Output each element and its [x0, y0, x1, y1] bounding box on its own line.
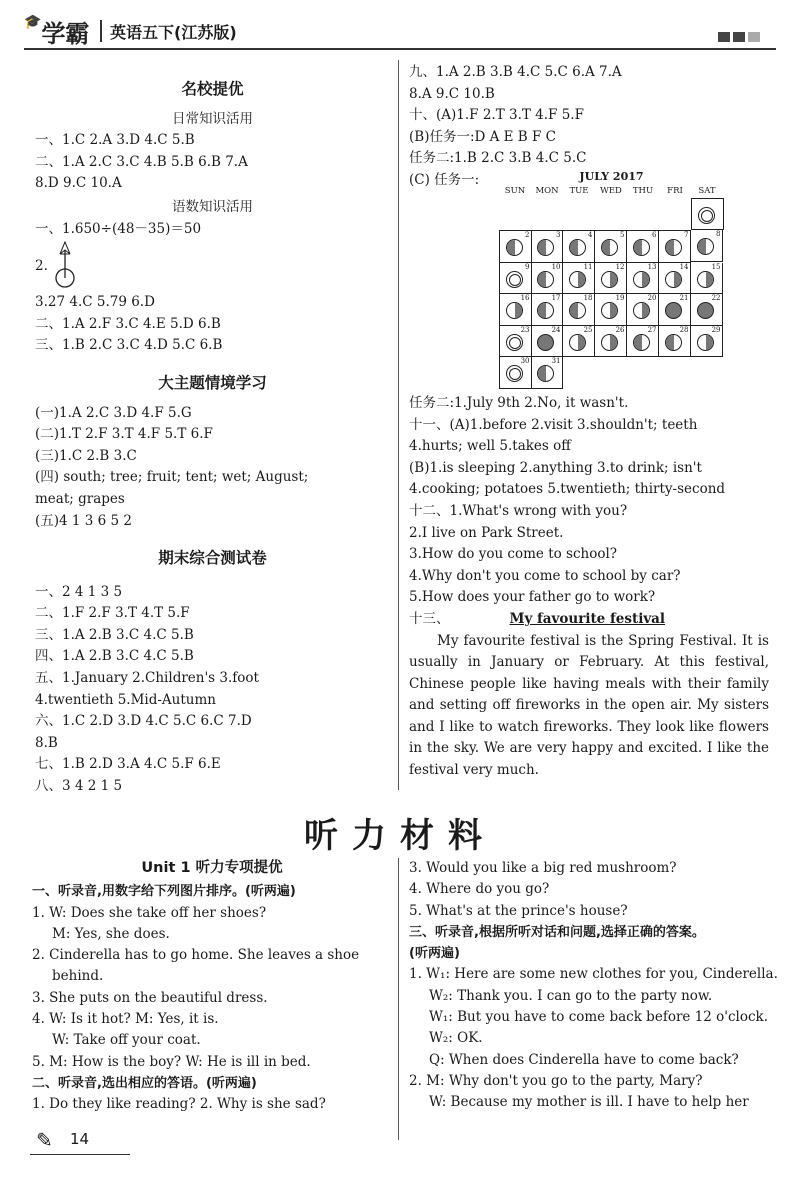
date-number: 18	[583, 294, 593, 303]
answer-line: 三、1.A 2.B 3.C 4.C 5.B	[35, 626, 194, 643]
weekday-label: THU	[632, 185, 654, 196]
moon-phase-icon	[697, 238, 714, 255]
header-separator	[100, 20, 102, 42]
page-header	[0, 0, 800, 52]
script-line: M: Yes, she does.	[52, 925, 170, 942]
script-line: W₂: OK.	[429, 1030, 483, 1047]
calendar-day	[627, 230, 659, 263]
answer-line: (五)4 1 3 6 5 2	[35, 512, 133, 529]
date-number: 12	[615, 262, 625, 271]
moon-phase-icon	[665, 302, 682, 319]
moon-phase-icon	[633, 271, 650, 288]
moon-phase-icon	[506, 302, 523, 319]
script-line: 3. Would you like a big red mushroom?	[409, 860, 677, 876]
date-number: 19	[615, 294, 625, 303]
calendar-day	[627, 294, 659, 326]
calendar-day	[595, 263, 627, 295]
calendar-day	[627, 263, 659, 295]
answer-line: 8.A 9.C 10.B	[409, 85, 495, 102]
date-number: 23	[520, 325, 530, 334]
answer-line: 2.I live on Park Street.	[409, 524, 564, 541]
section-title: 名校提优	[181, 80, 244, 98]
moon-phase-icon	[633, 302, 650, 319]
script-line: 3. She puts on the beautiful dress.	[32, 989, 268, 1006]
answer-line: 二、1.F 2.F 3.T 4.T 5.F	[35, 605, 190, 622]
date-number: 2	[525, 231, 530, 240]
calendar-day	[691, 263, 723, 295]
essay-title: My favourite festival	[509, 610, 666, 627]
calendar-day	[627, 326, 659, 358]
brand-logo: 🎓学霸	[24, 14, 90, 48]
moon-phase-icon	[569, 302, 586, 319]
calendar-day	[659, 230, 691, 263]
calendar-day	[499, 230, 532, 263]
calendar-day	[659, 326, 691, 358]
moon-phase-icon	[506, 334, 523, 351]
answer-line: 3.27 4.C 5.79 6.D	[35, 294, 155, 311]
moon-phase-icon	[698, 207, 715, 224]
calendar-day	[531, 263, 563, 295]
date-number: 16	[520, 294, 530, 303]
answer-line: 一、2 4 1 3 5	[35, 583, 123, 600]
moon-phase-icon	[665, 239, 682, 256]
answer-line: 十一、(A)1.before 2.visit 3.shouldn't; teeth	[409, 416, 698, 433]
date-number: 8	[716, 230, 721, 239]
moon-phase-icon	[506, 365, 523, 382]
calendar-day	[691, 198, 724, 231]
script-line: 1. Do they like reading? 2. Why is she sad?	[32, 1096, 326, 1113]
answer-line: 八、3 4 2 1 5	[35, 778, 123, 795]
answer-line: 4.twentieth 5.Mid-Autumn	[35, 691, 216, 708]
date-number: 13	[647, 262, 657, 271]
answer-line: (B)任务一:D A E B F C	[409, 128, 557, 145]
moon-phase-icon	[506, 271, 523, 288]
script-line: 1. W: Does she take off her shoes?	[32, 904, 267, 921]
moon-phase-icon	[633, 334, 650, 351]
weekday-label: SUN	[504, 185, 526, 196]
section-title: 大主题情境学习	[158, 373, 267, 392]
weekday-label: MON	[535, 185, 559, 196]
calendar-weekdays	[499, 184, 724, 198]
question-number: 十三、	[409, 610, 450, 627]
moon-phase-icon	[569, 334, 586, 351]
calendar-day	[659, 263, 691, 295]
date-number: 22	[711, 294, 721, 303]
moon-phase-icon	[537, 239, 554, 256]
exercise-heading: 二、听录音,选出相应的答语。(听两遍)	[32, 1075, 257, 1091]
answer-line: 七、1.B 2.D 3.A 4.C 5.F 6.E	[35, 756, 221, 773]
date-number: 25	[583, 325, 593, 334]
answer-line: 4.Why don't you come to school by car?	[409, 567, 681, 584]
answer-line: 3.How do you come to school?	[409, 546, 618, 563]
column-divider	[398, 858, 399, 1140]
calendar-day	[531, 326, 563, 358]
answer-line: 十二、1.What's wrong with you?	[409, 502, 628, 519]
date-number: 24	[551, 325, 561, 334]
answer-line: 三、1.B 2.C 3.C 4.D 5.C 6.B	[35, 337, 223, 354]
answer-line	[409, 609, 769, 631]
date-number: 30	[520, 357, 530, 366]
script-line: W: Because my mother is ill. I have to help her	[429, 1094, 749, 1111]
section-title: 期末综合测试卷	[158, 549, 267, 568]
answer-line: 十、(A)1.F 2.T 3.T 4.F 5.F	[409, 107, 584, 124]
date-number: 3	[556, 231, 561, 240]
answer-line: 任务二:1.July 9th 2.No, it wasn't.	[409, 394, 629, 411]
answer-line	[35, 240, 390, 292]
weekday-label: SAT	[698, 185, 716, 196]
moon-phase-icon	[506, 239, 523, 256]
calendar-day	[499, 357, 532, 389]
compass-arrow-icon	[53, 240, 77, 292]
script-line: 5. What's at the prince's house?	[409, 902, 628, 919]
date-number: 10	[551, 262, 561, 271]
moon-phase-icon	[601, 334, 618, 351]
answer-line: 一、1.C 2.A 3.D 4.C 5.B	[35, 132, 195, 149]
calendar-day	[531, 357, 563, 389]
moon-phase-icon	[537, 334, 554, 351]
moon-phase-icon	[697, 334, 714, 351]
answer-line: (三)1.C 2.B 3.C	[35, 447, 137, 464]
moon-phase-icon	[697, 271, 714, 288]
weekday-label: TUE	[569, 185, 589, 196]
answer-line: 4.cooking; potatoes 5.twentieth; thirty-second	[409, 481, 726, 498]
date-number: 28	[679, 325, 689, 334]
answer-line: 二、1.A 2.F 3.C 4.E 5.D 6.B	[35, 315, 221, 332]
calendar-day	[595, 230, 627, 263]
script-line: 4. Where do you go?	[409, 881, 550, 898]
date-number: 11	[583, 262, 593, 271]
calendar-day	[499, 294, 532, 326]
answer-line: 8.D 9.C 10.A	[35, 175, 122, 192]
moon-phase-icon	[633, 239, 650, 256]
header-rule	[24, 48, 776, 50]
answer-line: 六、1.C 2.D 3.D 4.C 5.C 6.C 7.D	[35, 713, 252, 730]
listening-materials-title: 听力材料	[304, 816, 496, 856]
date-number: 17	[551, 294, 561, 303]
date-number: 29	[711, 325, 721, 334]
date-number: 14	[679, 262, 689, 271]
calendar-title: JULY 2017	[579, 169, 644, 183]
script-line: W: Take off your coat.	[52, 1032, 201, 1049]
answer-line: meat; grapes	[35, 490, 125, 507]
calendar-day	[531, 230, 563, 263]
date-number: 27	[647, 325, 657, 334]
calendar-day	[563, 326, 595, 358]
date-number: 5	[620, 231, 625, 240]
column-divider	[398, 60, 399, 790]
answer-line: (B)1.is sleeping 2.anything 3.to drink; isn't	[409, 459, 702, 476]
answer-line: 五、1.January 2.Children's 3.foot	[35, 670, 259, 687]
calendar-day	[691, 294, 723, 326]
script-line: 2. M: Why don't you go to the party, Mary?	[409, 1072, 703, 1089]
exercise-heading: 一、听录音,用数字给下列图片排序。(听两遍)	[32, 884, 296, 900]
script-line: 5. M: How is the boy? W: He is ill in bed.	[32, 1053, 311, 1070]
calendar-day	[531, 294, 563, 326]
moon-phase-icon	[537, 365, 554, 382]
date-number: 20	[647, 294, 657, 303]
answer-line: 4.hurts; well 5.takes off	[409, 438, 571, 455]
script-line: behind.	[52, 968, 104, 985]
exercise-heading: 三、听录音,根据所听对话和问题,选择正确的答案。	[409, 924, 705, 940]
date-number: 4	[588, 231, 593, 240]
calendar-day	[595, 294, 627, 326]
moon-calendar	[499, 170, 769, 389]
moon-phase-icon	[537, 271, 554, 288]
calendar-day	[595, 326, 627, 358]
answer-line: 九、1.A 2.B 3.B 4.C 5.C 6.A 7.A	[409, 64, 622, 80]
moon-phase-icon	[569, 271, 586, 288]
page-number: 14	[70, 1130, 90, 1148]
date-number: 26	[615, 325, 625, 334]
script-line: 1. W₁: Here are some new clothes for you, Cinderella.	[409, 966, 778, 983]
calendar-day	[563, 294, 595, 326]
calendar-day	[691, 230, 723, 262]
book-title: 英语五下(江苏版)	[110, 23, 237, 42]
listening-left-column	[32, 858, 392, 1116]
page-footer	[30, 1124, 130, 1164]
answer-line: 一、1.650÷(48－35)＝50	[35, 220, 202, 237]
moon-phase-icon	[665, 271, 682, 288]
answer-line: 二、1.A 2.C 3.C 4.B 5.B 6.B 7.A	[35, 153, 248, 170]
pencil-icon: ✎	[36, 1128, 53, 1152]
answer-line: (一)1.A 2.C 3.D 4.F 5.G	[35, 404, 192, 421]
answer-line: 5.How does your father go to work?	[409, 589, 656, 606]
subsection-title: 日常知识活用	[172, 110, 253, 127]
calendar-day	[659, 294, 691, 326]
right-column	[409, 62, 769, 782]
moon-phase-icon	[601, 302, 618, 319]
date-number: 21	[679, 294, 689, 303]
moon-phase-icon	[601, 271, 618, 288]
calendar-day	[499, 263, 532, 295]
moon-phase-icon	[569, 239, 586, 256]
date-number: 31	[551, 357, 561, 366]
weekday-label: WED	[600, 185, 622, 196]
subsection-title: 语数知识活用	[172, 198, 253, 215]
answer-line: (C) 任务一:	[409, 171, 480, 188]
listening-right-column	[409, 858, 779, 1114]
answer-line: (二)1.T 2.F 3.T 4.F 5.T 6.F	[35, 426, 213, 443]
moon-phase-icon	[697, 302, 714, 319]
date-number: 6	[652, 231, 657, 240]
footer-rule	[30, 1154, 130, 1155]
moon-phase-icon	[601, 239, 618, 256]
calendar-day	[563, 230, 595, 263]
unit-title: Unit 1 听力专项提优	[141, 860, 283, 876]
answer-line: (四) south; tree; fruit; tent; wet; August;	[35, 469, 309, 486]
answer-number: 2.	[35, 258, 48, 275]
weekday-label: FRI	[667, 185, 683, 196]
script-line: 4. W: Is it hot? M: Yes, it is.	[32, 1011, 219, 1028]
calendar-day	[691, 326, 723, 358]
exercise-heading: (听两遍)	[409, 946, 460, 962]
script-line: W₁: But you have to come back before 12 o'clock.	[429, 1009, 769, 1026]
left-column	[35, 75, 390, 798]
calendar-grid	[499, 198, 723, 389]
calendar-day	[563, 263, 595, 295]
header-decoration	[718, 32, 760, 42]
date-number: 7	[684, 231, 689, 240]
moon-phase-icon	[537, 302, 554, 319]
date-number: 9	[525, 262, 530, 271]
date-number: 15	[711, 262, 721, 271]
essay-body: My favourite festival is the Spring Festival. It is usually in January or February. At this festival, Chinese people like having meals with their family and setting off fireworks in the open air. My sisters and I like to watch fireworks. They look like flowers in the sky. We are very happy and excited. I like the festival very much.	[409, 632, 769, 779]
answer-line: 任务二:1.B 2.C 3.B 4.C 5.C	[409, 150, 587, 167]
script-line: 2. Cinderella has to go home. She leaves a shoe	[32, 947, 360, 964]
answer-line: 8.B	[35, 734, 58, 751]
answer-line: 四、1.A 2.B 3.C 4.C 5.B	[35, 648, 194, 665]
script-line: Q: When does Cinderella have to come back?	[429, 1051, 739, 1068]
script-line: W₂: Thank you. I can go to the party now.	[429, 987, 713, 1004]
moon-phase-icon	[665, 334, 682, 351]
calendar-day	[499, 326, 532, 358]
